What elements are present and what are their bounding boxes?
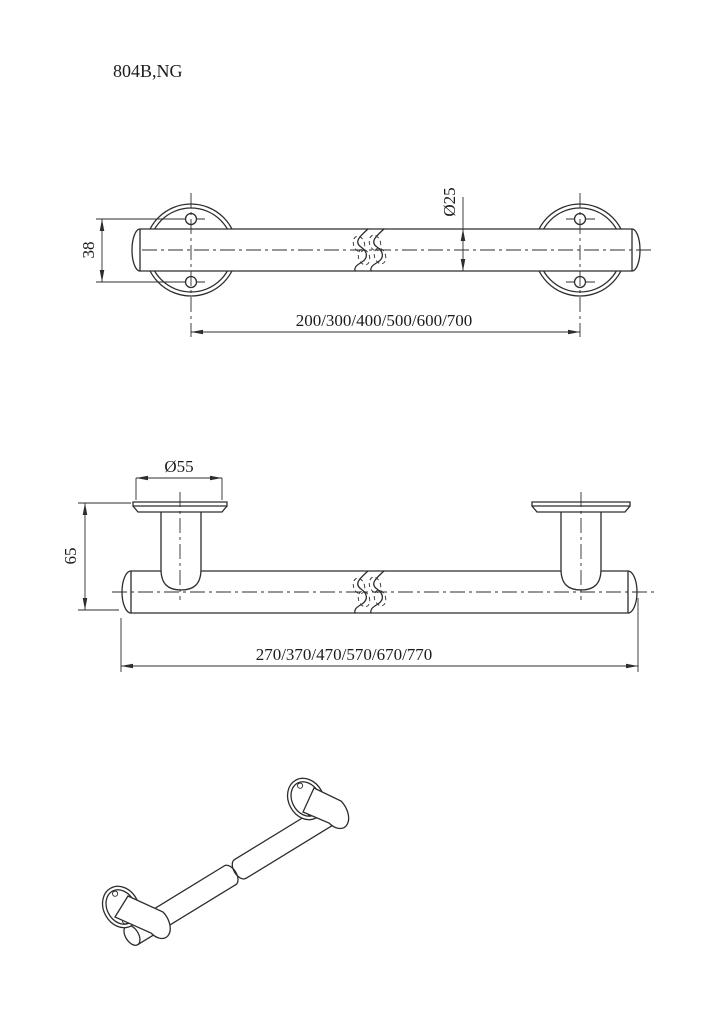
side-dim-flange-diameter-label: Ø55 (164, 457, 194, 476)
side-dim-wall-projection (61, 503, 131, 610)
side-dim-overall-length-label: 270/370/470/570/670/770 (255, 645, 433, 664)
drawing-title: 804B,NG (113, 61, 183, 81)
front-dim-mount-centers-label: 200/300/400/500/600/700 (295, 311, 473, 330)
front-dim-bar-diameter-label: Ø25 (439, 187, 459, 217)
front-view (79, 187, 652, 337)
front-dim-mount-centers (191, 311, 580, 332)
side-dim-wall-projection-label: 65 (60, 547, 80, 565)
iso-right-flange (280, 772, 348, 829)
iso-left-flange (95, 880, 170, 939)
side-dim-flange-diameter (136, 457, 222, 500)
front-dim-hole-spacing-label: 38 (78, 241, 98, 259)
isometric-view (95, 772, 348, 948)
front-dim-hole-spacing (79, 219, 102, 282)
side-view (61, 457, 655, 672)
